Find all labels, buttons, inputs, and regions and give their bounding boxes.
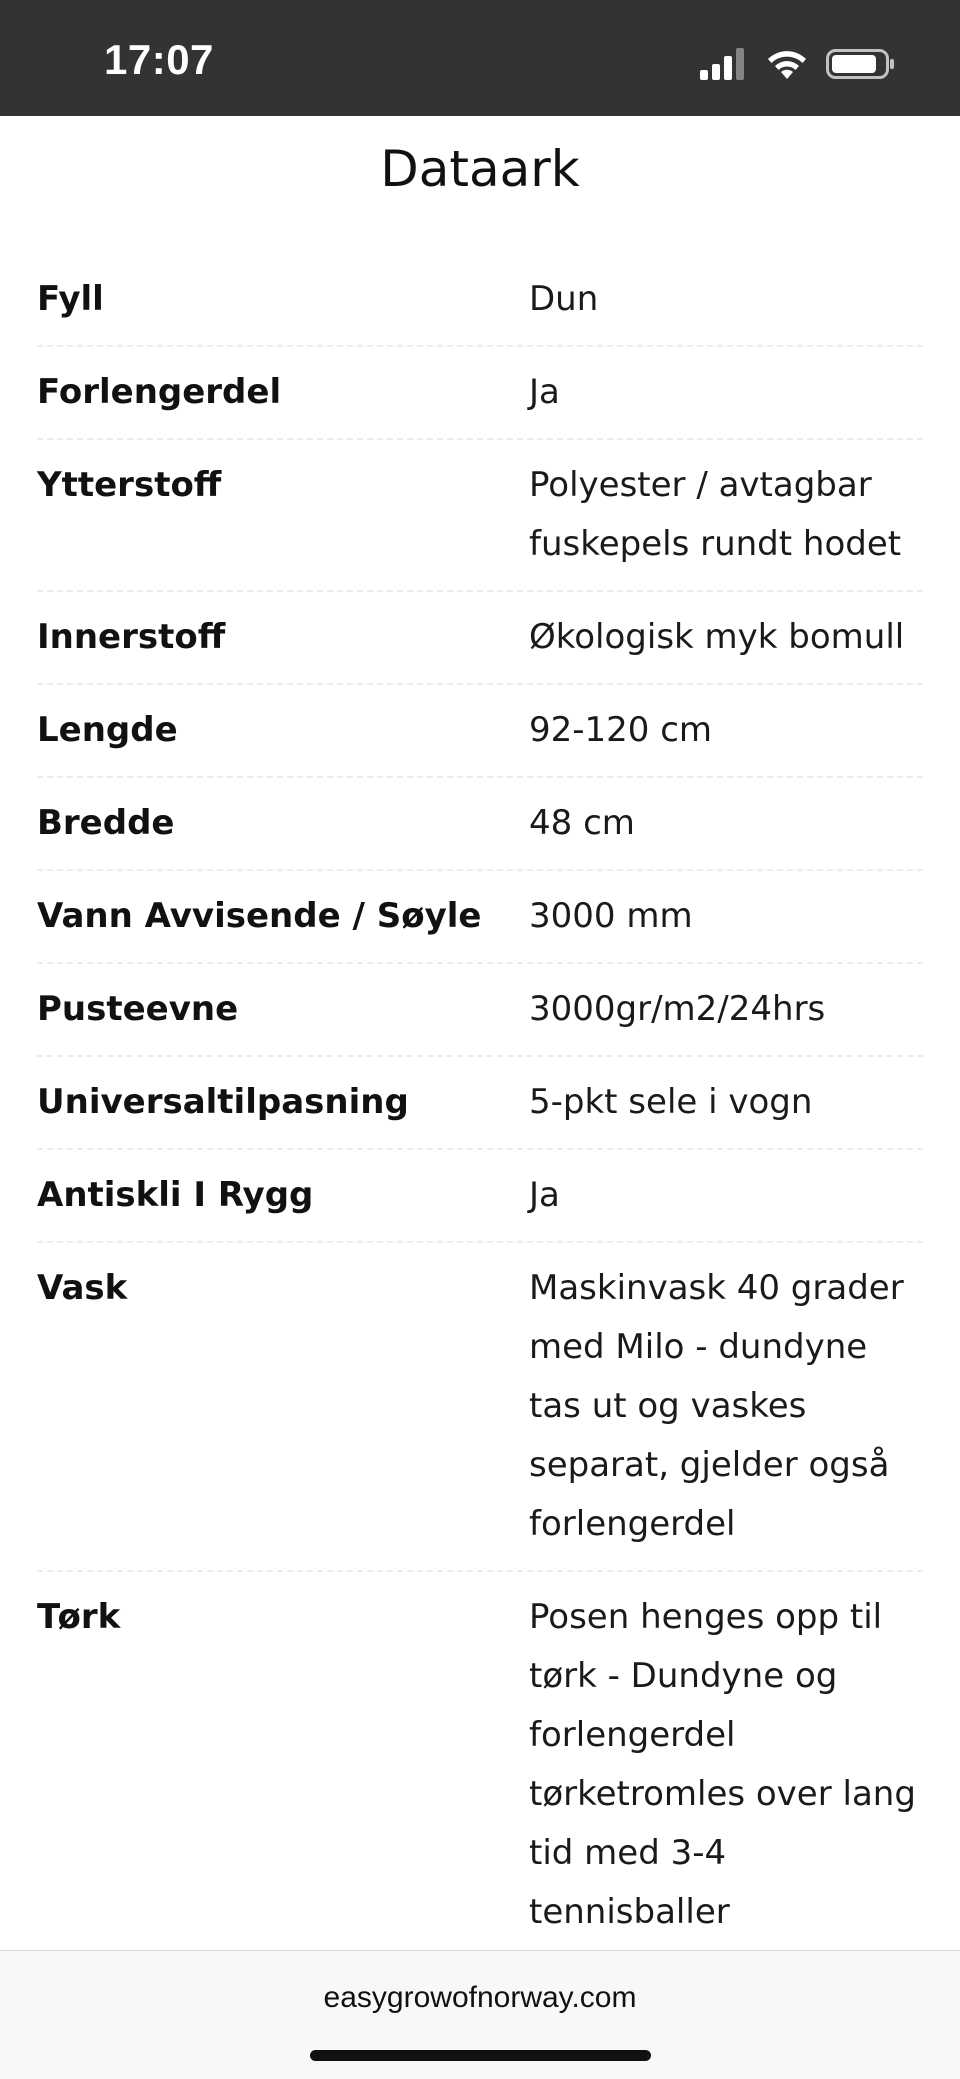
spec-key: Bredde (37, 803, 175, 843)
spec-value: Ja (529, 372, 560, 412)
spec-row-universaltilpasning (37, 1057, 923, 1150)
spec-row-antiskli (37, 1150, 923, 1243)
spec-row-vask (37, 1243, 923, 1572)
spec-row-ytterstoff (37, 440, 923, 592)
spec-row-pusteevne (37, 964, 923, 1057)
spec-key: Innerstoff (37, 617, 226, 657)
spec-value: Ja (529, 1175, 560, 1215)
browser-bottom-bar (0, 1950, 960, 2079)
spec-key: Universaltilpasning (37, 1082, 409, 1122)
spec-key: Forlengerdel (37, 372, 282, 412)
spec-key: Pusteevne (37, 989, 239, 1029)
spec-key: Ytterstoff (37, 465, 222, 505)
spec-row-fyll (37, 254, 923, 347)
wifi-icon (766, 48, 808, 80)
home-indicator[interactable] (310, 2050, 651, 2061)
spec-row-forlengerdel (37, 347, 923, 440)
spec-row-vann-avvisende (37, 871, 923, 964)
spec-key: Antiskli I Rygg (37, 1175, 314, 1215)
status-bar (0, 0, 960, 116)
spec-value: Maskinvask 40 grader med Milo - dundyne tas ut og vaskes separat, gjelder også forlengerdel (529, 1268, 904, 1544)
spec-value: 3000gr/m2/24hrs (529, 989, 826, 1029)
spec-key: Vann Avvisende / Søyle (37, 896, 482, 936)
spec-row-tork (37, 1572, 923, 1960)
status-icons (700, 40, 896, 88)
spec-row-innerstoff (37, 592, 923, 685)
spec-row-bredde (37, 778, 923, 871)
spec-key: Lengde (37, 710, 178, 750)
spec-value: Polyester / avtagbar fuskepels rundt hodet (529, 465, 902, 564)
url-label[interactable]: easygrowofnorway.com (323, 1981, 637, 2014)
battery-icon (826, 48, 896, 80)
spec-value: Posen henges opp til tørk - Dundyne og forlengerdel tørketromles over lang tid med 3-4 tennisballer (529, 1597, 916, 1932)
spec-value: 5-pkt sele i vogn (529, 1082, 813, 1122)
cellular-signal-icon (700, 48, 748, 80)
spec-table (37, 254, 923, 1960)
page-title: Dataark (380, 140, 580, 198)
spec-value: 92-120 cm (529, 710, 713, 750)
spec-key: Vask (37, 1268, 128, 1308)
spec-key: Tørk (37, 1597, 121, 1637)
status-time: 17:07 (104, 36, 214, 83)
spec-row-lengde (37, 685, 923, 778)
spec-value: Dun (529, 279, 599, 319)
spec-value: 3000 mm (529, 896, 693, 936)
spec-value: Økologisk myk bomull (529, 617, 905, 657)
spec-value: 48 cm (529, 803, 635, 843)
spec-key: Fyll (37, 279, 104, 319)
